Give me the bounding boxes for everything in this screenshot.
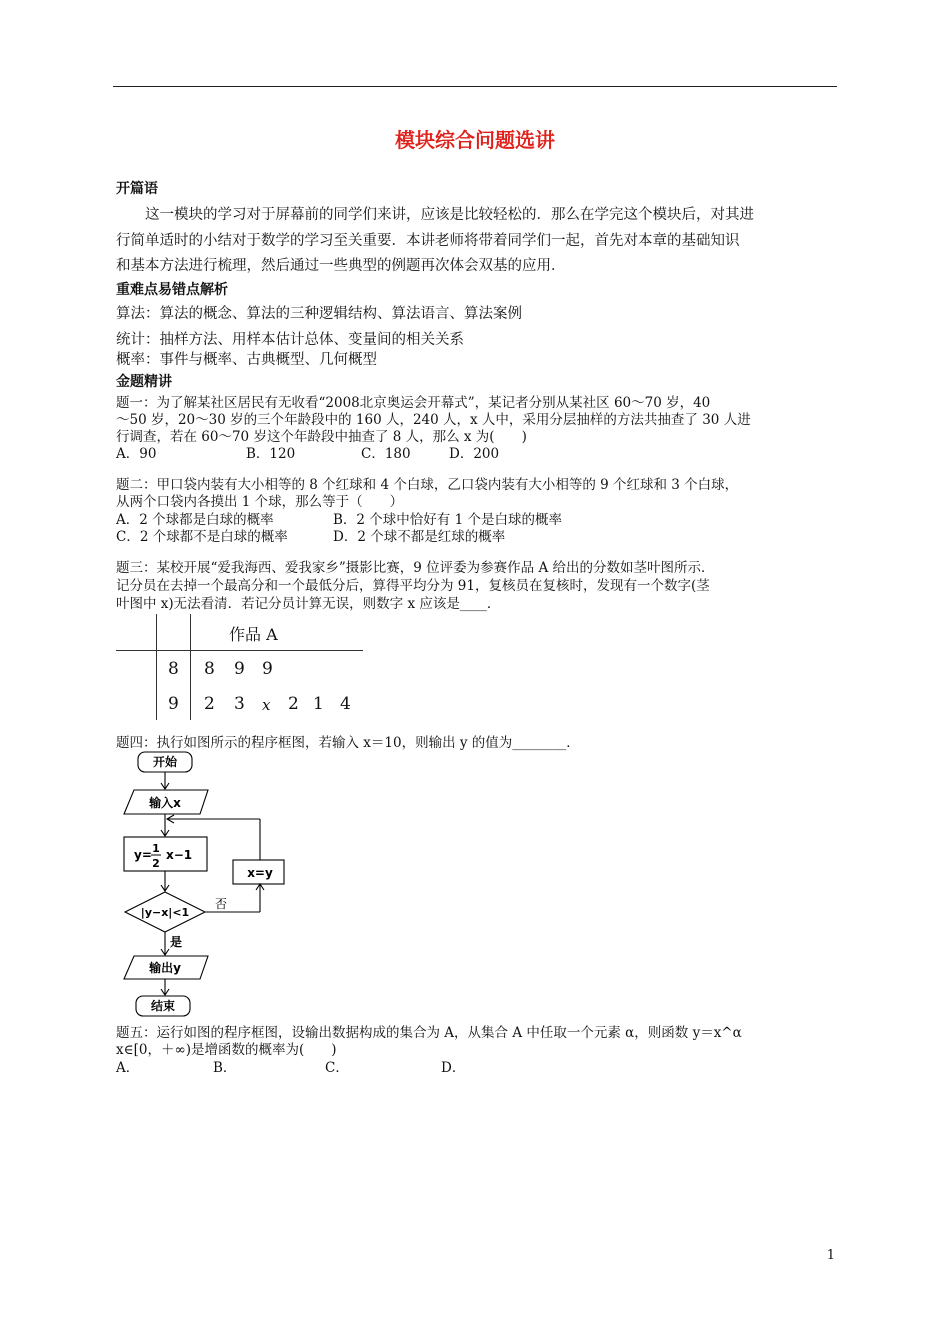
leaf-9-x: x xyxy=(262,696,271,714)
stem-8: 8 xyxy=(168,659,179,679)
q3-line-3: 叶图中 x)无法看清．若记分员计算无误，则数字 x 应该是____． xyxy=(116,596,501,612)
flowchart-no-label: 否 xyxy=(215,897,228,911)
flowchart-decision-label: |y−x|<1 xyxy=(140,906,190,919)
q1-line-1: 题一：为了解某社区居民有无收看“2008北京奥运会开幕式”，某记者分别从某社区 60～70 岁，40 xyxy=(116,395,711,411)
flowchart-frac-den: 2 xyxy=(152,857,160,870)
leaf-9-4: 2 xyxy=(288,694,299,714)
q1-option-a: A．90 xyxy=(116,446,157,462)
leaf-9-2: 3 xyxy=(234,694,245,714)
flowchart-start-label: 开始 xyxy=(152,755,178,769)
leaf-8-3: 9 xyxy=(262,659,273,679)
q1-line-2: ～50 岁，20～30 岁的三个年龄段中的 160 人，240 人，x 人中，采用分层抽样的方法共抽查了 30 人进 xyxy=(116,412,751,428)
q5-option-d: D． xyxy=(441,1060,466,1076)
q2-line-1: 题二：甲口袋内装有大小相等的 8 个红球和 4 个白球，乙口袋内装有大小相等的 9 个红球和 3 个白球， xyxy=(116,477,739,493)
q1-option-b: B．120 xyxy=(246,446,296,462)
stem-leaf-header: 作品 A xyxy=(229,625,278,644)
flowchart xyxy=(112,750,312,1020)
q1-option-d: D．200 xyxy=(449,446,500,462)
leaf-9-6: 4 xyxy=(340,694,351,714)
q5-option-a: A． xyxy=(116,1060,140,1076)
flowchart-process-lhs: y= xyxy=(134,848,152,862)
flowchart-output-label: 输出y xyxy=(149,961,181,975)
key-point-statistics: 统计：抽样方法、用样本估计总体、变量间的相关关系 xyxy=(116,332,464,348)
intro-line-1: 这一模块的学习对于屏幕前的同学们来讲，应该是比较轻松的．那么在学完这个模块后，对其进 xyxy=(145,207,754,223)
flowchart-yes-label: 是 xyxy=(170,935,183,949)
page-number: 1 xyxy=(826,1248,835,1263)
key-points-heading: 重难点易错点解析 xyxy=(116,282,228,298)
key-point-probability: 概率：事件与概率、古典概型、几何概型 xyxy=(116,352,377,368)
q5-option-c: C． xyxy=(325,1060,349,1076)
q2-option-a: A．2 个球都是白球的概率 xyxy=(116,512,274,528)
q5-line-1: 题五：运行如图的程序框图，设输出数据构成的集合为 A，从集合 A 中任取一个元素 α，则函数 y＝x^α xyxy=(116,1025,742,1041)
flowchart-assign-label: x=y xyxy=(247,866,273,880)
leaf-9-5: 1 xyxy=(313,694,324,714)
q2-line-2: 从两个口袋内各摸出 1 个球，那么等于（ ） xyxy=(116,494,404,510)
intro-heading: 开篇语 xyxy=(116,181,158,197)
q1-option-c: C．180 xyxy=(361,446,411,462)
q5-line-2: x∈[0，＋∞)是增函数的概率为( ) xyxy=(116,1042,337,1058)
flowchart-end-label: 结束 xyxy=(150,999,176,1013)
leaf-8-2: 9 xyxy=(234,659,245,679)
header-rule xyxy=(113,86,837,87)
q1-line-3: 行调查，若在 60～70 岁这个年龄段中抽查了 8 人，那么 x 为( ) xyxy=(116,429,527,445)
q2-option-d: D．2 个球不都是红球的概率 xyxy=(333,529,506,545)
intro-line-3: 和基本方法进行梳理，然后通过一些典型的例题再次体会双基的应用． xyxy=(116,258,566,274)
q2-option-b: B．2 个球中恰好有 1 个是白球的概率 xyxy=(333,512,562,528)
problems-heading: 金题精讲 xyxy=(116,374,172,390)
q2-option-c: C．2 个球都不是白球的概率 xyxy=(116,529,288,545)
q3-line-2: 记分员在去掉一个最高分和一个最低分后，算得平均分为 91，复核员在复核时，发现有一个数字(茎 xyxy=(116,578,710,594)
stem-leaf-plot xyxy=(116,614,363,720)
leaf-9-1: 2 xyxy=(204,694,215,714)
flowchart-frac-num: 1 xyxy=(152,842,160,855)
q4-text: 题四：执行如图所示的程序框图，若输入 x＝10，则输出 y 的值为________． xyxy=(116,735,580,751)
page-title: 模块综合问题选讲 xyxy=(395,128,555,152)
flowchart-input-label: 输入x xyxy=(149,796,181,810)
leaf-8-1: 8 xyxy=(204,659,215,679)
flowchart-process-rhs: x−1 xyxy=(166,848,193,862)
stem-9: 9 xyxy=(168,694,179,714)
q5-option-b: B． xyxy=(213,1060,237,1076)
key-point-algorithm: 算法：算法的概念、算法的三种逻辑结构、算法语言、算法案例 xyxy=(116,306,522,322)
intro-line-2: 行简单适时的小结对于数学的学习至关重要．本讲老师将带着同学们一起，首先对本章的基础知识 xyxy=(116,233,740,249)
q3-line-1: 题三：某校开展“爱我海西、爱我家乡”摄影比赛，9 位评委为参赛作品 A 给出的分数如茎叶图所示． xyxy=(116,560,715,576)
